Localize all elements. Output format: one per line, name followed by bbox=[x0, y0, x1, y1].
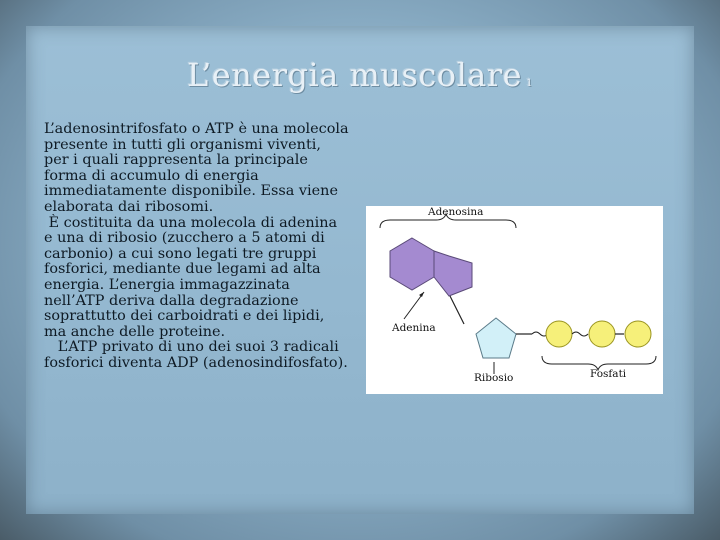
phosphate-2 bbox=[589, 321, 615, 347]
adenine-pentagon bbox=[434, 251, 472, 296]
slide-title-index: 1 bbox=[526, 78, 533, 89]
paragraph-atp-structure: È costituita da una molecola di adenina e una di ribosio (zucchero a 5 atomi di carbonio) a cui sono legati tre gruppi fosforici, mediante due legami ad alta energia. L’energia immagazzinata nell’ATP deriva dalla degradazione soprattutto dei carboidrati e dei lipidi, ma anche delle proteine. bbox=[44, 214, 342, 340]
label-ribosio: Ribosio bbox=[474, 372, 514, 384]
phosphate-3 bbox=[625, 321, 651, 347]
paragraph-adp: L’ATP privato di uno dei suoi 3 radicali fosforici diventa ADP (adenosindifosfato). bbox=[44, 339, 348, 371]
high-energy-bond-2 bbox=[572, 332, 588, 336]
ribose-pentagon bbox=[476, 318, 516, 358]
atp-molecule-diagram bbox=[366, 206, 663, 394]
slide-body bbox=[44, 122, 350, 372]
label-fosfati: Fosfati bbox=[590, 368, 627, 380]
glycosidic-bond bbox=[450, 296, 464, 324]
adenine-hexagon bbox=[390, 238, 434, 290]
atp-diagram-svg bbox=[366, 206, 663, 394]
slide-title-text: L’energia muscolare bbox=[187, 56, 523, 94]
adenina-arrowhead bbox=[419, 292, 424, 297]
label-adenina: Adenina bbox=[392, 322, 436, 334]
slide-title bbox=[0, 56, 720, 94]
paragraph-atp-definition: L’adenosintrifosfato o ATP è una molecola presente in tutti gli organismi viventi, per i quali rappresenta la principale forma di accumulo di energia immediatamente disponibile. Essa viene elaborata dai ribosomi. bbox=[44, 121, 349, 215]
phosphate-1 bbox=[546, 321, 572, 347]
label-adenosina: Adenosina bbox=[428, 206, 484, 218]
